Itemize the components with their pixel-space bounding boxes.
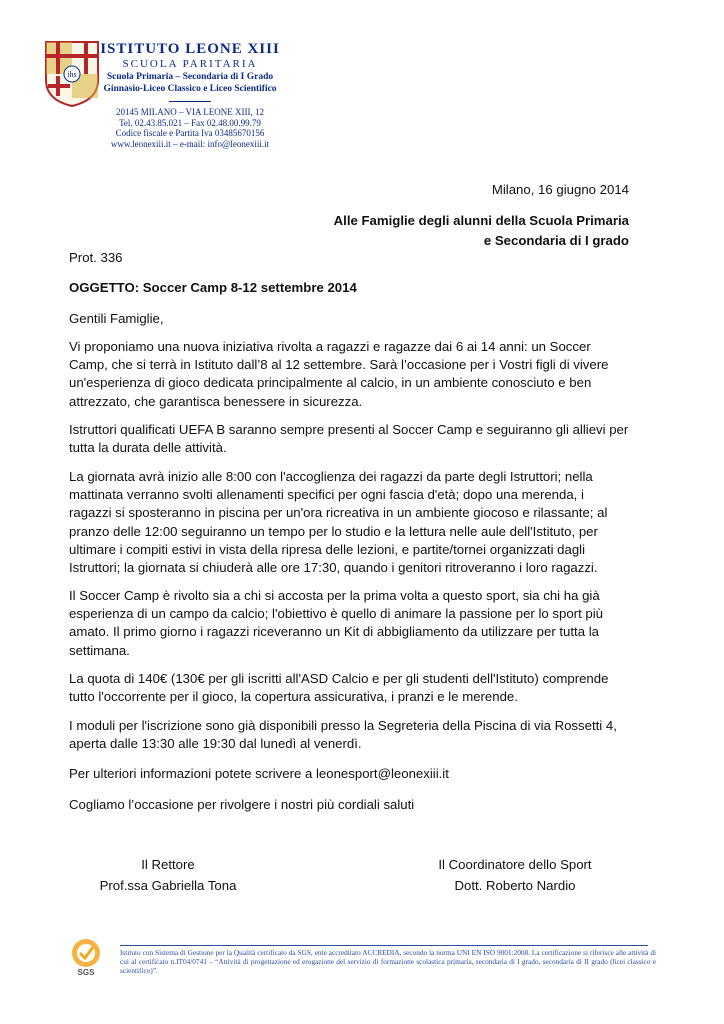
web-email: www.leonexiii.it – e-mail: info@leonexiii.it [110, 138, 270, 149]
rector-title: Il Rettore [141, 857, 195, 872]
school-crest-logo [44, 40, 100, 108]
protocol-number: Prot. 336 [69, 250, 123, 265]
letterhead-line-1: Scuola Primaria – Secondaria di I Grado [106, 72, 274, 82]
subject-line: OGGETTO: Soccer Camp 8-12 settembre 2014 [69, 280, 357, 295]
letterhead [100, 41, 280, 149]
paragraph-registration: I moduli per l'iscrizione sono già disponibili presso la Segreteria della Piscina di via Rossetti 4, aperta dalle 13:30 alle 19:30 dal lunedì al venerdì. [69, 718, 617, 752]
letter-date: Milano, 16 giugno 2014 [491, 182, 629, 197]
paragraph-intro: Vi proponiamo una nuova iniziativa rivolta a ragazzi e ragazze dai 6 ai 14 anni: un Soccer Camp, che si terrà in Istituto dall’8 al 12 settembre. Sarà l’occasione per i Vostri figli di vivere un'esperienza di gioco dedicata principalmente al calcio, in un ambiente conosciuto e ben attrezzato, che garantisca benessere in sicurezza. [69, 339, 609, 409]
logo-monogram: ihs [67, 70, 77, 79]
letterhead-divider [169, 101, 211, 102]
recipient-line-2: e Secondaria di I grado [483, 233, 629, 248]
paragraph-contact: Per ulteriori informazioni potete scrivere a leonesport@leonexiii.it [69, 766, 449, 781]
rector-name: Prof.ssa Gabriella Tona [99, 878, 237, 893]
paragraph-fee: La quota di 140€ (130€ per gli iscritti all'ASD Calcio e per gli studenti dell'Istituto) comprende tutto l'occorrente per il gioco, la copertura assicurativa, i pranzi e le merende. [69, 671, 609, 705]
sgs-certification-logo [66, 936, 106, 976]
coordinator-name: Dott. Roberto Nardio [454, 878, 576, 893]
school-type: SCUOLA PARITARIA [122, 58, 258, 70]
tax-code: Codice fiscale e Partita Iva 03485670156 [115, 128, 265, 138]
recipient-line-1: Alle Famiglie degli alunni della Scuola Primaria [333, 213, 629, 228]
address: 20145 MILANO – VIA LEONE XIII, 12 [115, 107, 265, 117]
institute-name: ISTITUTO LEONE XIII [100, 41, 280, 57]
phone-fax: Tel. 02.43.85.021 – Fax 02.48.00.99.79 [119, 117, 261, 128]
paragraph-schedule: La giornata avrà inizio alle 8:00 con l'accoglienza dei ragazzi da parte degli Istruttori; nella mattinata verranno svolti allenamenti specifici per ogni fascia d'età; dopo una merenda, i ragazzi si sposteranno in piscina per un'ora ricreativa in un ambiente giocoso e rilassante; al pranzo delle 12:00 seguiranno un tempo per lo studio e la lettura nelle aule dell'Istituto, per ultimare i compiti estivi in vista della ripresa delle lezioni, e partite/tornei organizzati dagli Istruttori; la giornata si chiuderà alle ore 17:30, quando i genitori ritroveranno i loro ragazzi. [69, 469, 608, 576]
paragraph-closing: Cogliamo l’occasione per rivolgere i nostri più cordiali saluti [69, 797, 415, 812]
paragraph-audience: Il Soccer Camp è rivolto sia a chi si accosta per la prima volta a questo sport, sia chi ha già esperienza di un campo da calcio; l'obiettivo è quello di animare la passione per lo sport più amato. Il primo giorno i ragazzi riceveranno un Kit di abbigliamento da utilizzare per tutta la settimana. [69, 588, 603, 658]
signature-rector [88, 854, 248, 896]
letterhead-line-2: Ginnasio-Liceo Classico e Liceo Scientifico [103, 84, 277, 94]
paragraph-instructors: Istruttori qualificati UEFA B saranno sempre presenti al Soccer Camp e seguiranno gli allievi per tutta la durata delle attività. [69, 422, 629, 456]
sgs-label: SGS [77, 968, 95, 976]
footer-divider [120, 945, 648, 946]
greeting: Gentili Famiglie, [69, 311, 164, 326]
coordinator-title: Il Coordinatore dello Sport [438, 857, 592, 872]
signature-sport-coordinator [420, 854, 610, 896]
quality-certification-note: Istituto con Sistema di Gestione per la Qualità certificato da SGS, ente accreditato ACCREDIA, secondo la norma UNI EN ISO 9001:2008. La certificazione si riferisce alle attività di cui al certificato n.IT04/0741 – “Attività di progettazione ed erogazione del servizio di formazione scolastica primaria, secondaria di I grado, secondaria di II grado (licei classico e scientifico)”. [120, 948, 656, 975]
